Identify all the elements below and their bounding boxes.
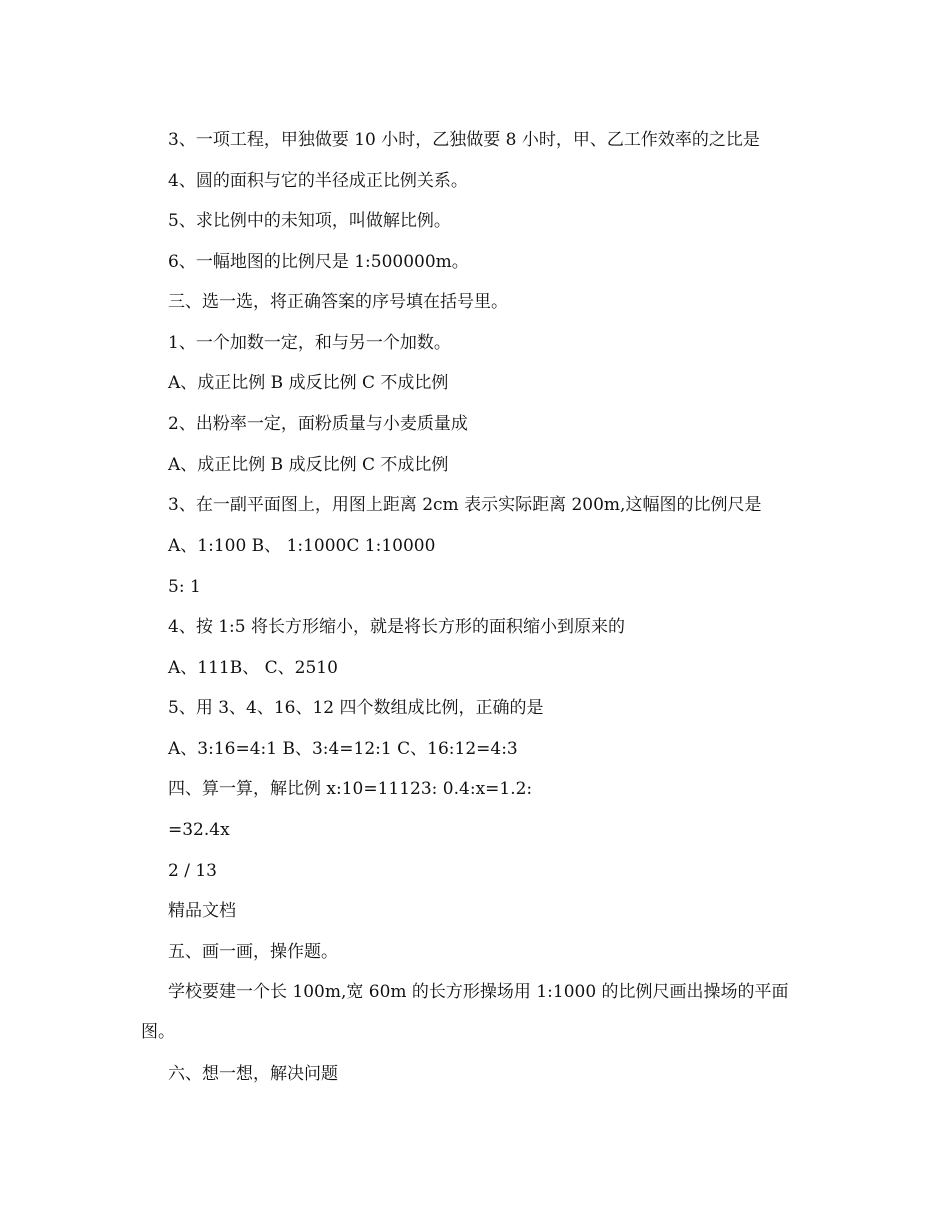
text-line: 5、求比例中的未知项，叫做解比例。	[168, 211, 451, 231]
section-heading: 三、选一选，将正确答案的序号填在括号里。	[168, 292, 508, 312]
text-line: 1、一个加数一定，和与另一个加数。	[168, 333, 451, 353]
answer-options: A、成正比例 B 成反比例 C 不成比例	[168, 373, 449, 393]
text-line: 3、一项工程，甲独做要 10 小时，乙独做要 8 小时，甲、乙工作效率的之比是	[168, 130, 760, 150]
text-line: 6、一幅地图的比例尺是 1:500000m。	[168, 252, 469, 272]
body-paragraph: 学校要建一个长 100m,宽 60m 的长方形操场用 1:1000 的比例尺画出操场的平面图。	[141, 982, 789, 1042]
text-line: 4、圆的面积与它的半径成正比例关系。	[168, 171, 468, 191]
page-number: 2 / 13	[168, 861, 217, 881]
answer-options: A、3:16=4:1 B、3:4=12:1 C、16:12=4:3	[168, 739, 518, 759]
text-line: 2、出粉率一定，面粉质量与小麦质量成	[168, 414, 468, 434]
section-heading: 五、画一画，操作题。	[168, 942, 338, 962]
text-line: =32.4x	[168, 820, 230, 840]
watermark-text: 精品文档	[168, 901, 236, 921]
text-line: 5、用 3、4、16、12 四个数组成比例，正确的是	[168, 698, 544, 718]
section-heading: 六、想一想，解决问题	[168, 1064, 338, 1084]
text-line: 4、按 1:5 将长方形缩小，就是将长方形的面积缩小到原来的	[168, 617, 625, 637]
text-line: 5: 1	[168, 577, 201, 597]
section-heading: 四、算一算，解比例 x:10=11123: 0.4:x=1.2:	[168, 779, 533, 799]
answer-options: A、1:100 B、 1:1000C 1:10000	[168, 536, 436, 556]
answer-options: A、111B、 C、2510	[168, 658, 338, 678]
text-line: 3、在一副平面图上，用图上距离 2cm 表示实际距离 200m,这幅图的比例尺是	[168, 495, 762, 515]
answer-options: A、成正比例 B 成反比例 C 不成比例	[168, 455, 449, 475]
